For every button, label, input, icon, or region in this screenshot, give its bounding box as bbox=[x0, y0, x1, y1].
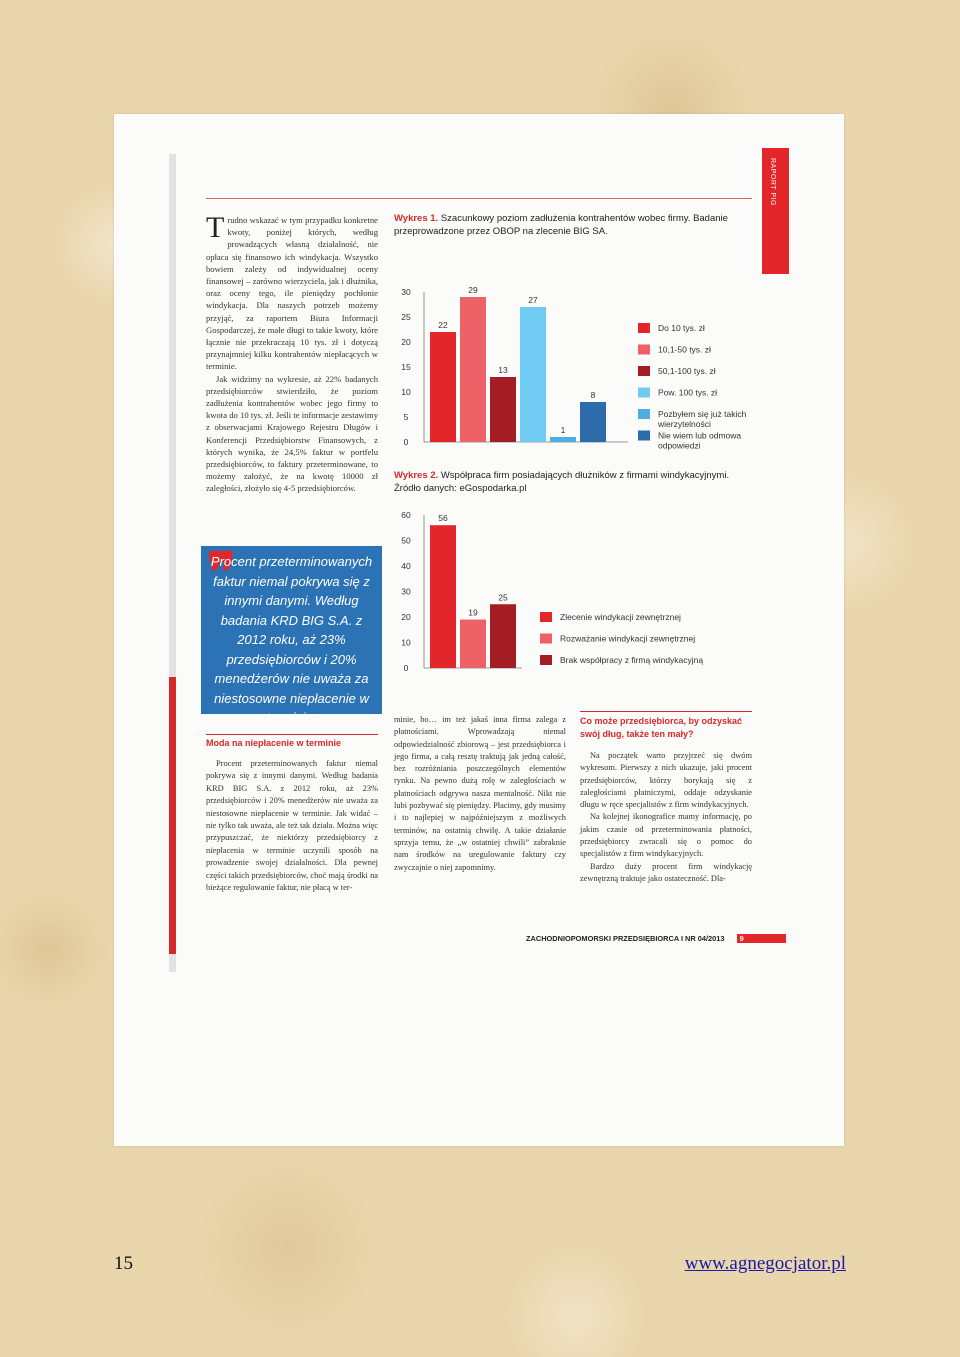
col3-heading: Co może przedsiębiorca, by odzyskać swój dług, także ten mały? bbox=[580, 711, 752, 740]
intro-paragraph-2: Jak widzimy na wykresie, aż 22% badanych przedsiębiorców stwierdziło, że poziom zadłużenia kontrahentów wobec jego firmy to kwota do 10 tys. zł. Jeśli te informacje zestawimy z obserwacjami Krajowego Rejestru Długów i Konferencji Przedsiębiorstw Finansowych, z których wynika, że 24,5% faktur w portfelu przedsiębiorców, to faktury przeterminowane, to możemy założyć, że na kwotę 10000 zł zaległości, złożyło się 4-5 przedsiębiorców. bbox=[206, 373, 378, 494]
legend-swatch bbox=[540, 612, 552, 622]
y-tick-label: 5 bbox=[403, 412, 409, 422]
legend-swatch bbox=[638, 323, 650, 333]
pull-quote bbox=[201, 543, 382, 725]
legend-label: 10,1-50 tys. zł bbox=[658, 344, 711, 355]
y-tick-label: 25 bbox=[401, 312, 411, 322]
chart1-label: Wykres 1. bbox=[394, 213, 439, 224]
pull-quote-text: Procent przeterminowanych faktur niemal pokrywa się z innymi danymi. Według badania KRD BIG S.A. z 2012 roku, aż 23% przedsiębiorców i 20% menedżerów nie uważa za niestosowne niepłacenie w terminie. bbox=[210, 554, 373, 725]
footer-page-number: 9 bbox=[737, 934, 786, 943]
right-column bbox=[580, 750, 752, 885]
legend-label: Rozważanie windykacji zewnętrznej bbox=[560, 633, 696, 644]
moda-column bbox=[206, 758, 378, 894]
magazine-footer bbox=[526, 934, 786, 943]
y-tick-label: 0 bbox=[403, 663, 409, 673]
y-tick-label: 50 bbox=[401, 535, 411, 546]
quote-mark-icon: ❞ bbox=[207, 543, 237, 603]
bar-value-label: 19 bbox=[468, 607, 478, 618]
legend-swatch bbox=[540, 655, 552, 665]
right-paragraph-1: Na początek warto przyjrzeć się dwóm wykresom. Pierwszy z nich ukazuje, jaki procent przedsiębiorców, którzy borykają się z zaległościami płatniczymi, oddaje odzyskanie długu w ręce specjalistów z firm windykacyjnych. bbox=[580, 751, 752, 810]
bar-1 bbox=[430, 332, 456, 442]
y-tick-label: 30 bbox=[401, 586, 411, 597]
legend-swatch bbox=[638, 366, 650, 376]
chart2-caption: Współpraca firm posiadających dłużników z firmami windykacyjnymi. Źródło danych: eGospodarka.pl bbox=[394, 470, 730, 494]
legend-label: Brak współpracy z firmą windykacyjną bbox=[560, 655, 704, 665]
bar-value-label: 29 bbox=[468, 285, 478, 295]
page-number: 15 bbox=[114, 1253, 133, 1274]
bar-2 bbox=[460, 297, 486, 442]
chart2-title bbox=[394, 470, 754, 495]
y-tick-label: 20 bbox=[401, 337, 411, 347]
middle-column bbox=[394, 714, 566, 874]
bar-3 bbox=[490, 604, 516, 668]
legend-swatch bbox=[638, 409, 650, 419]
legend-label: Pozbyłem się już takich wierzytelności bbox=[658, 409, 747, 429]
bar-1 bbox=[430, 525, 456, 668]
bar-2 bbox=[460, 620, 486, 668]
y-tick-label: 30 bbox=[401, 287, 411, 297]
chart1-caption: Szacunkowy poziom zadłużenia kontrahentów wobec firmy. Badanie przeprowadzone przez OBOP na zlecenie BIG SA. bbox=[394, 213, 728, 237]
footer-title: ZACHODNIOPOMORSKI PRZEDSIĘBIORCA bbox=[526, 934, 679, 943]
bar-6 bbox=[580, 402, 606, 442]
top-divider bbox=[206, 198, 752, 199]
legend-swatch bbox=[638, 431, 650, 441]
legend-label: Nie wiem lub odmowa odpowiedzi bbox=[658, 430, 742, 451]
right-paragraph-3: Bardzo duży procent firm windykację zewnętrzną traktuje jako ostateczność. Dla- bbox=[580, 861, 752, 883]
bar-value-label: 13 bbox=[498, 365, 508, 375]
bar-3 bbox=[490, 377, 516, 442]
chart2 bbox=[392, 512, 764, 678]
chart1-title bbox=[394, 213, 754, 238]
legend-label: Do 10 tys. zł bbox=[658, 323, 705, 333]
legend-label: Zlecenie windykacji zewnętrznej bbox=[560, 612, 681, 622]
legend-label: Pow. 100 tys. zł bbox=[658, 387, 718, 398]
y-tick-label: 15 bbox=[401, 362, 411, 372]
bar-value-label: 1 bbox=[560, 425, 566, 435]
intro-column bbox=[206, 211, 378, 495]
moda-paragraph: Procent przeterminowanych faktur niemal pokrywa się z innymi danymi. Według badania KRD BIG S.A. z 2012 roku, aż 23% przedsiębiorców i 20% menedżerów nie uważa za niestosowne niepłacenie w terminie. Jak widać – nie tylko tak uważa, ale też tak działa. Można więc przypuszczać, że niektórzy przedsiębiorcy z niepłacenia w terminie uczynili sposób na prowadzenie swojej działalności. Dla pewnej części takich przedsiębiorców, choć mają środki na bieżące regulowanie faktur, nie płacą w ter- bbox=[206, 759, 378, 893]
y-tick-label: 60 bbox=[401, 510, 411, 520]
bar-value-label: 27 bbox=[528, 295, 538, 305]
scanned-page bbox=[114, 114, 844, 1146]
bar-value-label: 25 bbox=[498, 592, 508, 603]
legend-label: 50,1-100 tys. zł bbox=[658, 366, 716, 376]
middle-paragraph: minie, bo… im też jakaś inna firma zalega z płatnościami. Wprowadzają niemal odpowiedzialność zbiorową – jest przedsiębiorca i jego firma, a całą resztę traktują jak jedną całość, bez rozróżniania poszczególnych elementów rynku. Na pewno dużą rolę w zaległościach w płatnościach odgrywa nasza mentalność. Nikt nie lubi pozbywać się pieniędzy. Płacimy, gdy musimy i to najlepiej w najpóźniejszym z możliwych terminów, na ostatnią chwilę. A takie działanie sprzyja temu, że „w ostatniej chwili” zabraknie nam środków na uregulowanie faktury czy zwyczajnie o niej zapomnimy. bbox=[394, 715, 566, 872]
website-link[interactable]: www.agnegocjator.pl bbox=[684, 1253, 846, 1274]
y-tick-label: 40 bbox=[401, 561, 411, 571]
y-tick-label: 10 bbox=[401, 387, 411, 397]
side-rule-accent bbox=[169, 677, 176, 954]
chart1 bbox=[392, 254, 764, 454]
intro-text-1: rudno wskazać w tym przypadku konkretne kwoty, poniżej których, według prowadzących własną działalność, nie opłaca się finansowo ich windykacja. Wszystko bowiem zależy od indywidualnej oceny finansowej – zarówno wierzyciela, jak i dłużnika, oraz oceny tego, ile pieniędzy pochłonie windykacja. Dla naszych potrzeb możemy przyjąć, za raportem Biura Informacji Gospodarczej, że małe długi to takie kwoty, które łącznie nie przekraczają 10 tys. zł i dotyczą przynajmniej kilku kontrahentów niepłacących w terminie. bbox=[206, 215, 378, 372]
y-tick-label: 0 bbox=[403, 437, 409, 447]
bar-5 bbox=[550, 437, 576, 442]
bar-value-label: 22 bbox=[438, 320, 448, 330]
bar-value-label: 56 bbox=[438, 513, 448, 524]
right-paragraph-2: Na kolejnej ikonografice mamy informację, po jakim czasie od przeterminowania płatności, przedsiębiorcy zwracali się o pomoc do specjalistów z firm windykacyjnych. bbox=[580, 812, 752, 859]
bar-value-label: 8 bbox=[590, 390, 596, 400]
bar-4 bbox=[520, 307, 546, 442]
moda-heading: Moda na niepłacenie w terminie bbox=[206, 734, 378, 748]
intro-paragraph-1 bbox=[206, 211, 378, 373]
section-tab-label: RAPORT PIG bbox=[769, 158, 776, 206]
drop-cap: T bbox=[206, 211, 225, 244]
legend-swatch bbox=[540, 634, 552, 644]
chart2-label: Wykres 2. bbox=[394, 470, 439, 481]
y-tick-label: 20 bbox=[401, 612, 411, 622]
legend-swatch bbox=[638, 345, 650, 355]
footer-issue: I NR 04/2013 bbox=[680, 934, 725, 943]
y-tick-label: 10 bbox=[401, 637, 411, 648]
legend-swatch bbox=[638, 388, 650, 398]
section-tab bbox=[762, 148, 789, 274]
